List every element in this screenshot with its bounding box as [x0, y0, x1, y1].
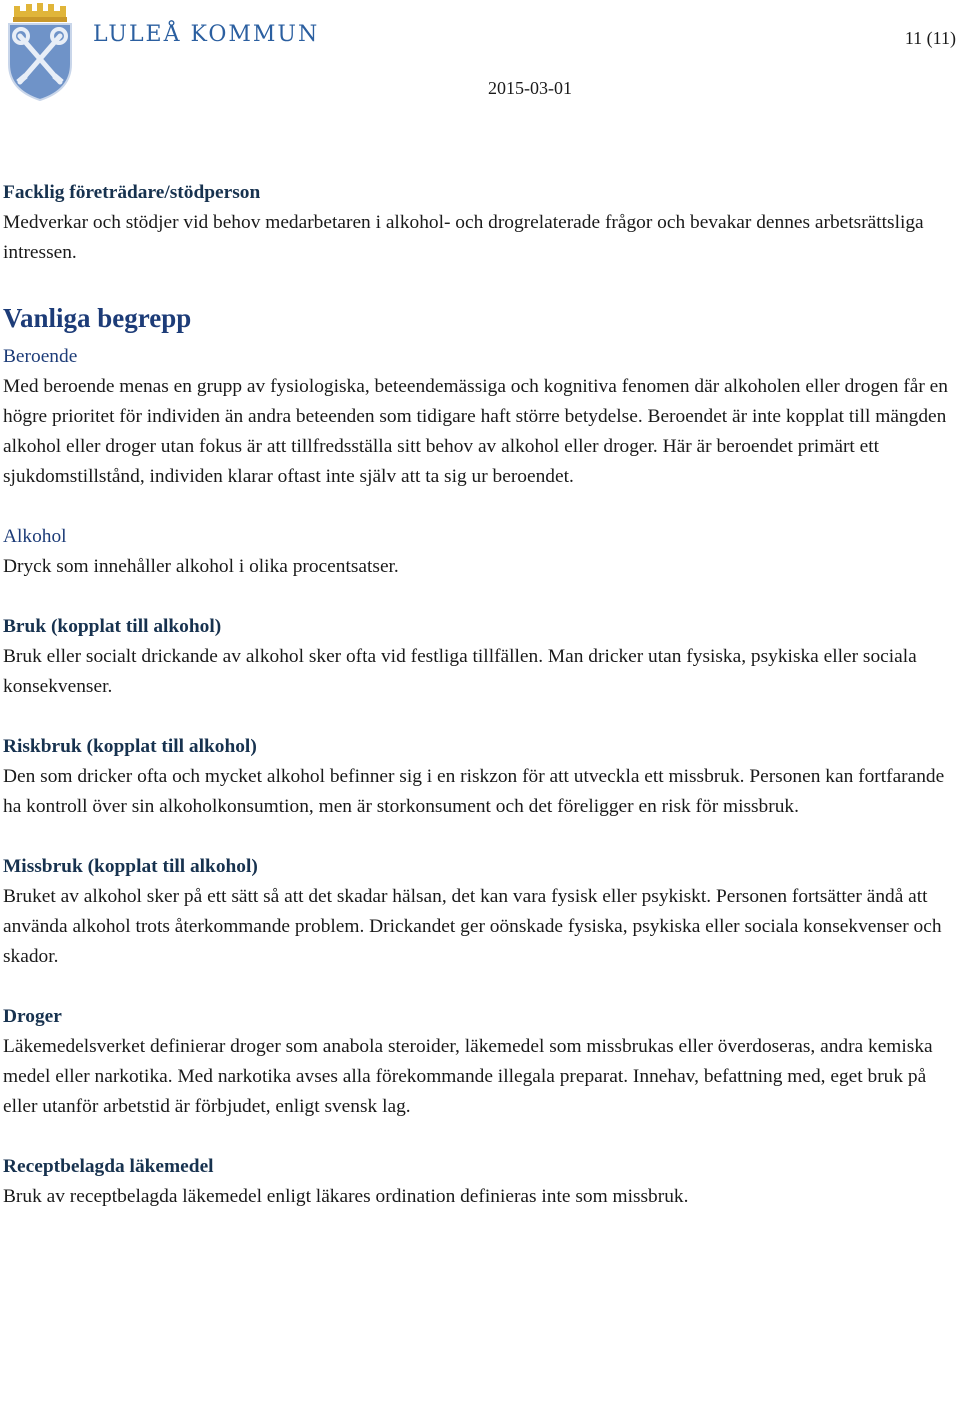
section-text: Med beroende menas en grupp av fysiologiska, beteendemässiga och kognitiva fenomen där alkoholen eller drogen får en högre prioritet för individen än andra beteenden som tidigare haft större betydelse. Beroendet är inte kopplat till mängden alkohol eller droger utan fokus är att tillfredsställa sitt behov av alkohol eller droger. Här är beroendet primärt ett sjukdomstillstånd, individen klarar oftast inte själv att ta sig ur beroendet. [3, 376, 948, 487]
section-alcohol [3, 522, 953, 582]
section-heading: Alkohol [3, 526, 67, 547]
section-heading: Receptbelagda läkemedel [3, 1156, 214, 1177]
section-prescription [3, 1152, 953, 1212]
section-use [3, 612, 953, 702]
section-heading: Riskbruk (kopplat till alkohol) [3, 736, 257, 757]
section-drugs [3, 1002, 953, 1122]
section-text: Bruk eller socialt drickande av alkohol sker ofta vid festliga tillfällen. Man dricker utan fysiska, psykiska eller sociala konsekvenser. [3, 646, 917, 697]
section-risk-use [3, 732, 953, 822]
section-heading: Facklig företrädare/stödperson [3, 182, 261, 203]
section-text: Bruk av receptbelagda läkemedel enligt läkares ordination definieras inte som missbruk. [3, 1186, 689, 1207]
section-text: Dryck som innehåller alkohol i olika procentsatser. [3, 556, 399, 577]
page-header [0, 0, 960, 120]
section-text: Läkemedelsverket definierar droger som anabola steroider, läkemedel som missbrukas eller överdoseras, andra kemiska medel eller narkotika. Med narkotika avses alla förekommande illegala preparat. Innehav, befattning med, eget bruk på eller utanför arbetstid är förbjudet, enligt svensk lag. [3, 1036, 933, 1117]
section-heading: Beroende [3, 346, 78, 367]
page-number: 11 (11) [904, 28, 956, 48]
section-union [3, 178, 953, 268]
section-text: Bruket av alkohol sker på ett sätt så att det skadar hälsan, det kan vara fysisk eller psykiskt. Personen fortsätter ändå att använda alkohol trots återkommande problem. Drickandet ger oönskade fysiska, psykiska eller sociala konsekvenser och skador. [3, 886, 942, 967]
organization-name: LULEÅ KOMMUN [93, 22, 320, 47]
section-heading: Missbruk (kopplat till alkohol) [3, 856, 258, 877]
section-heading: Bruk (kopplat till alkohol) [3, 616, 222, 637]
section-dependence [3, 342, 953, 492]
section-text: Den som dricker ofta och mycket alkohol befinner sig i en riskzon för att utveckla ett missbruk. Personen kan fortfarande ha kontroll över sin alkoholkonsumtion, men är storkonsument och det föreligger en risk för missbruk. [3, 766, 945, 817]
document-date: 2015-03-01 [488, 78, 572, 98]
terms-heading: Vanliga begrepp [3, 303, 192, 333]
section-abuse [3, 852, 953, 972]
section-text: Medverkar och stödjer vid behov medarbetaren i alkohol- och drogrelaterade frågor och bevakar dennes arbetsrättsliga intressen. [3, 212, 924, 263]
section-heading: Droger [3, 1006, 62, 1027]
document-body [3, 178, 953, 1242]
lulea-coat-of-arms-icon [4, 2, 76, 102]
